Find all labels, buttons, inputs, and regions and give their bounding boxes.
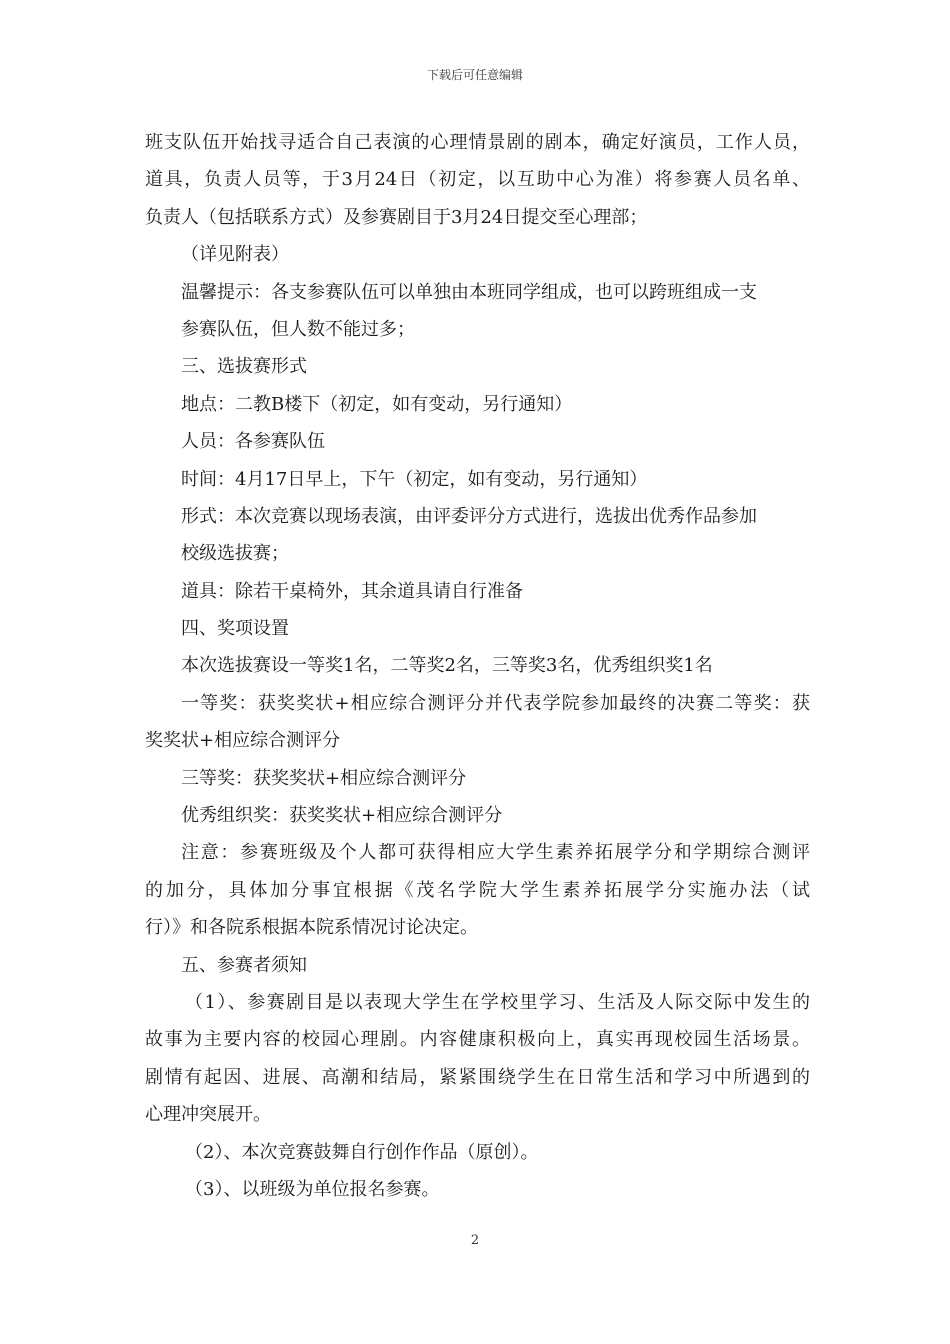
paragraph-line: （2）、本次竞赛鼓舞自行创作作品（原创）。 bbox=[185, 1141, 539, 1163]
section-heading: 四、奖项设置 bbox=[181, 618, 289, 640]
paragraph-line: 人员：各参赛队伍 bbox=[181, 431, 325, 453]
document-body bbox=[145, 124, 810, 1208]
page-number: 2 bbox=[470, 1233, 480, 1248]
paragraph-line: 形式：本次竞赛以现场表演，由评委评分方式进行，选拔出优秀作品参加 bbox=[181, 505, 757, 527]
page-header: 下载后可任意编辑 bbox=[426, 68, 523, 82]
paragraph-line: 心理冲突展开。 bbox=[145, 1104, 271, 1126]
paragraph-line: （详见附表） bbox=[181, 244, 289, 266]
paragraph-line: 道具，负责人员等，于3月24日（初定，以互助中心为准）将参赛人员名单、 bbox=[145, 169, 810, 191]
paragraph-line: 本次选拔赛设一等奖1名，二等奖2名，三等奖3名，优秀组织奖1名 bbox=[181, 655, 713, 677]
section-heading: 三、选拔赛形式 bbox=[181, 356, 307, 378]
paragraph-line: （3）、以班级为单位报名参赛。 bbox=[185, 1178, 440, 1200]
paragraph-line: 剧情有起因、进展、高潮和结局，紧紧围绕学生在日常生活和学习中所遇到的 bbox=[145, 1066, 810, 1088]
paragraph-line: 行）》和各院系根据本院系情况讨论决定。 bbox=[145, 917, 478, 939]
paragraph-line: （1）、参赛剧目是以表现大学生在学校里学习、生活及人际交际中发生的 bbox=[185, 991, 810, 1013]
paragraph-line: 道具：除若干桌椅外，其余道具请自行准备 bbox=[181, 580, 523, 602]
paragraph-line: 地点：二教B楼下（初定，如有变动，另行通知） bbox=[181, 393, 573, 415]
paragraph-line: 奖奖状+相应综合测评分 bbox=[145, 730, 341, 752]
paragraph-line: 故事为主要内容的校园心理剧。内容健康积极向上，真实再现校园生活场景。 bbox=[145, 1029, 810, 1051]
paragraph-line: 温馨提示：各支参赛队伍可以单独由本班同学组成，也可以跨班组成一支 bbox=[181, 281, 757, 303]
paragraph-line: 时间：4月17日早上，下午（初定，如有变动，另行通知） bbox=[181, 468, 648, 490]
paragraph-line: 参赛队伍，但人数不能过多； bbox=[181, 318, 415, 340]
paragraph-line: 三等奖：获奖奖状+相应综合测评分 bbox=[181, 767, 467, 789]
paragraph-line: 负责人（包括联系方式）及参赛剧目于3月24日提交至心理部； bbox=[145, 206, 648, 228]
paragraph-line: 一等奖：获奖奖状+相应综合测评分并代表学院参加最终的决赛二等奖：获 bbox=[181, 692, 810, 714]
section-heading: 五、参赛者须知 bbox=[181, 954, 307, 976]
paragraph-line: 的加分，具体加分事宜根据《茂名学院大学生素养拓展学分实施办法（试 bbox=[145, 879, 810, 901]
paragraph-line: 注意：参赛班级及个人都可获得相应大学生素养拓展学分和学期综合测评 bbox=[181, 842, 810, 864]
paragraph-line: 优秀组织奖：获奖奖状+相应综合测评分 bbox=[181, 805, 503, 827]
paragraph-line: 校级选拔赛； bbox=[181, 543, 289, 565]
paragraph-line: 班支队伍开始找寻适合自己表演的心理情景剧的剧本，确定好演员，工作人员， bbox=[145, 132, 810, 153]
